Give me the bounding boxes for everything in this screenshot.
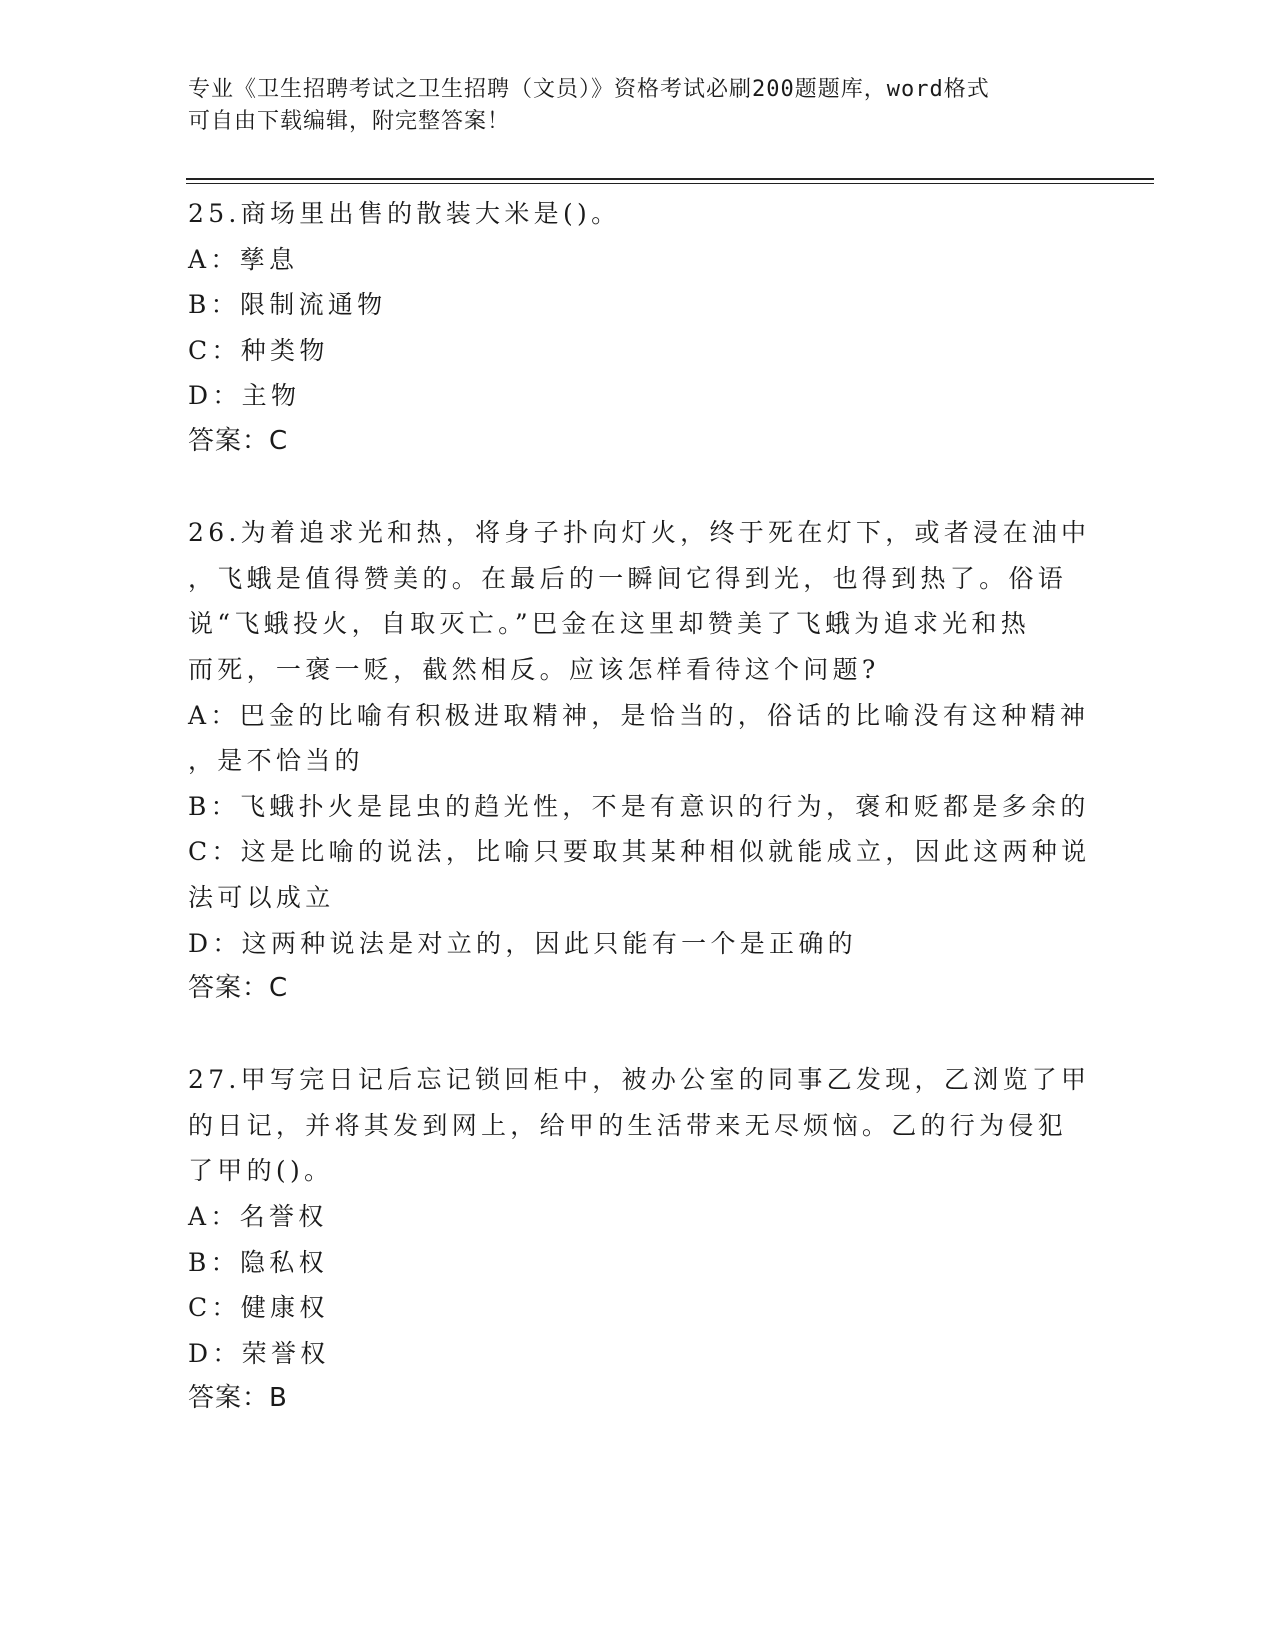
answer-line: 答案：B [188,1383,288,1414]
question-list [188,191,1091,1422]
option-c-continued: 法可以成立 [188,882,335,912]
question-stem: 的日记，并将其发到网上，给甲的生活带来无尽烦恼。乙的行为侵犯 [188,1110,1068,1140]
header-title-line-1: 专业《卫生招聘考试之卫生招聘（文员）》资格考试必刷200题题库，word格式 [188,77,990,102]
option-a-continued: ，是不恰当的 [188,746,364,776]
option-d: D：主物 [188,381,301,411]
option-c: C：种类物 [188,335,329,365]
question-stem: 了甲的()。 [188,1156,334,1186]
question-spacer [188,1012,1088,1058]
question-block [188,1057,1091,1422]
document-header [188,74,1068,138]
option-d: D：这两种说法是对立的，因此只能有一个是正确的 [188,928,857,958]
option-d: D：荣誉权 [188,1338,330,1368]
answer-line: 答案：C [188,425,289,456]
question-spacer [188,465,1088,511]
option-b: B：隐私权 [188,1247,328,1277]
header-divider-thin [186,183,1154,184]
option-c: C：这是比喻的说法，比喻只要取其某种相似就能成立，因此这两种说 [188,837,1091,867]
option-c: C：健康权 [188,1293,329,1323]
option-b: B：飞蛾扑火是昆虫的趋光性，不是有意识的行为，褒和贬都是多余的 [188,791,1090,821]
question-stem: ，飞蛾是值得赞美的。在最后的一瞬间它得到光，也得到热了。俗语 [188,563,1068,593]
header-divider-thick [186,178,1154,180]
header-title-line-2: 可自由下载编辑，附完整答案！ [188,109,511,134]
option-a: A：名誉权 [188,1202,328,1232]
question-stem: 27.甲写完日记后忘记锁回柜中，被办公室的同事乙发现，乙浏览了甲 [188,1065,1091,1095]
option-b: B：限制流通物 [188,290,387,320]
question-stem: 说“飞蛾投火，自取灭亡。”巴金在这里却赞美了飞蛾为追求光和热 [188,609,1031,639]
option-a: A：巴金的比喻有积极进取精神，是恰当的，俗话的比喻没有这种精神 [188,700,1090,730]
question-block [188,191,1088,465]
answer-line: 答案：C [188,973,289,1004]
question-stem: 26.为着追求光和热，将身子扑向灯火，终于死在灯下，或者浸在油中 [188,518,1091,548]
option-a: A：孳息 [188,244,299,274]
question-block [188,510,1091,1012]
question-stem: 而死，一褒一贬，截然相反。应该怎样看待这个问题? [188,654,880,684]
question-stem: 25.商场里出售的散装大米是()。 [188,199,621,228]
